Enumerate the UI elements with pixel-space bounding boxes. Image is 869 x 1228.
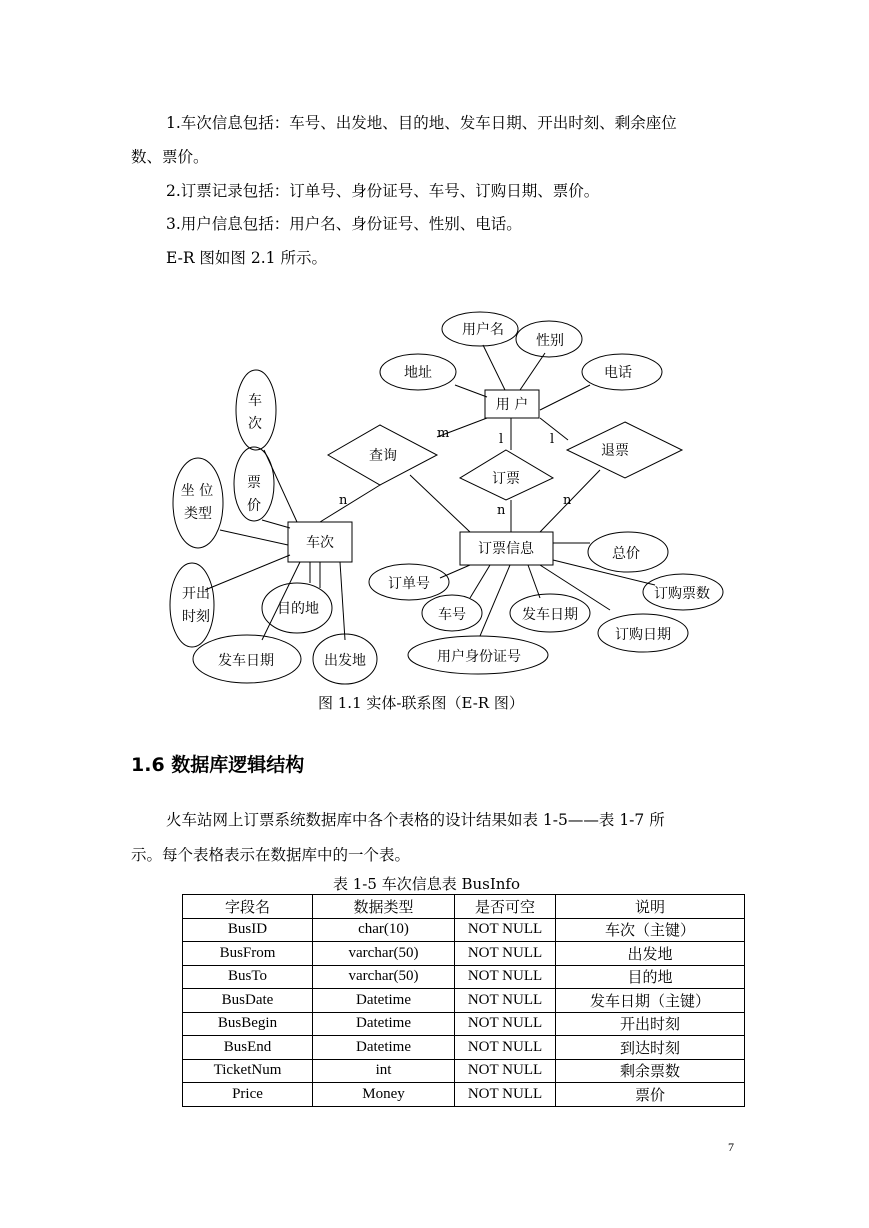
attr-idcard-label: 用户身份证号 [437, 649, 521, 665]
table-row [183, 1083, 745, 1107]
cell: NOT NULL [455, 965, 556, 989]
cell: Datetime [313, 989, 455, 1013]
cell: varchar(50) [313, 942, 455, 966]
cell: int [313, 1059, 455, 1083]
businfo-table [182, 894, 745, 1107]
cell: 到达时刻 [556, 1036, 745, 1060]
intro-line-1-cont: 数、票价。 [131, 148, 209, 166]
cell: NOT NULL [455, 1012, 556, 1036]
card-l2: l [550, 432, 555, 447]
cell: NOT NULL [455, 1036, 556, 1060]
page-number: 7 [728, 1140, 734, 1154]
cell: char(10) [313, 918, 455, 942]
attr-depart-label-2: 时刻 [182, 609, 210, 625]
table-row [183, 1059, 745, 1083]
attr-seat-label-2: 类型 [184, 506, 212, 522]
attr-price-label-1: 票 [247, 475, 261, 491]
cell: 车次（主键） [556, 918, 745, 942]
table-row [183, 942, 745, 966]
attr-from-label: 出发地 [324, 653, 366, 669]
attr-phone-label: 电话 [604, 365, 632, 381]
card-n2: n [497, 503, 506, 518]
cell: 发车日期（主键） [556, 989, 745, 1013]
attr-address-label: 地址 [404, 365, 432, 381]
section-heading: 1.6 数据库逻辑结构 [131, 754, 305, 776]
entity-user-label: 用 户 [495, 397, 529, 413]
intro-line-3: 3.用户信息包括：用户名、身份证号、性别、电话。 [166, 215, 522, 233]
cell: NOT NULL [455, 942, 556, 966]
cell: BusID [183, 918, 313, 942]
cell: BusDate [183, 989, 313, 1013]
attr-trainno-label-2: 次 [248, 416, 262, 432]
cell: BusFrom [183, 942, 313, 966]
body-line-1: 火车站网上订票系统数据库中各个表格的设计结果如表 1-5——表 1-7 所 [166, 811, 665, 829]
table-caption: 表 1-5 车次信息表 BusInfo [333, 875, 521, 893]
cell: NOT NULL [455, 989, 556, 1013]
cell: BusBegin [183, 1012, 313, 1036]
card-n1: n [339, 493, 348, 508]
col-field: 字段名 [183, 895, 313, 919]
table-header-row [183, 895, 745, 919]
attr-orderno-label: 订单号 [388, 576, 430, 592]
attr-total-label: 总价 [612, 546, 640, 562]
attr-gender-label: 性别 [536, 333, 564, 349]
body-line-2: 示。每个表格表示在数据库中的一个表。 [131, 846, 411, 864]
cell: Datetime [313, 1012, 455, 1036]
attr-date-label: 发车日期 [218, 653, 274, 669]
table-row [183, 965, 745, 989]
cell: BusEnd [183, 1036, 313, 1060]
attr-seat [173, 458, 223, 548]
intro-line-1: 1.车次信息包括：车号、出发地、目的地、发车日期、开出时刻、剩余座位 [166, 114, 677, 132]
attr-trainno-label-1: 车 [248, 393, 262, 409]
cell: NOT NULL [455, 918, 556, 942]
table-row [183, 918, 745, 942]
card-m: m [437, 426, 450, 441]
cell: NOT NULL [455, 1083, 556, 1107]
relation-book-label: 订票 [492, 471, 520, 487]
attr-carno-label: 车号 [438, 607, 466, 623]
attr-depart [170, 563, 214, 647]
attr-count-label: 订购票数 [654, 586, 710, 602]
cell: NOT NULL [455, 1059, 556, 1083]
attr-order-date-label: 发车日期 [522, 607, 578, 623]
cell: TicketNum [183, 1059, 313, 1083]
col-type: 数据类型 [313, 895, 455, 919]
cell: 剩余票数 [556, 1059, 745, 1083]
attr-username-label: 用户名 [462, 322, 504, 338]
relation-refund-label: 退票 [601, 443, 629, 459]
cell: varchar(50) [313, 965, 455, 989]
attr-price-label-2: 价 [247, 498, 261, 514]
attr-dest-label: 目的地 [277, 601, 319, 617]
col-desc: 说明 [556, 895, 745, 919]
cell: 票价 [556, 1083, 745, 1107]
intro-line-2: 2.订票记录包括：订单号、身份证号、车号、订购日期、票价。 [166, 182, 600, 200]
cell: BusTo [183, 965, 313, 989]
col-nullable: 是否可空 [455, 895, 556, 919]
cell: Price [183, 1083, 313, 1107]
table-row [183, 1036, 745, 1060]
er-diagram [0, 300, 869, 690]
cell: 出发地 [556, 942, 745, 966]
card-l1: l [499, 432, 504, 447]
cell: Datetime [313, 1036, 455, 1060]
cell: 目的地 [556, 965, 745, 989]
table-row [183, 1012, 745, 1036]
intro-line-4: E-R 图如图 2.1 所示。 [166, 249, 327, 267]
cell: Money [313, 1083, 455, 1107]
relation-query-label: 查询 [369, 448, 397, 464]
attr-seat-label-1: 坐 位 [180, 483, 214, 499]
cell: 开出时刻 [556, 1012, 745, 1036]
table-row [183, 989, 745, 1013]
attr-orderdate-label: 订购日期 [615, 627, 671, 643]
attr-depart-label-1: 开出 [182, 586, 210, 602]
entity-train-label: 车次 [306, 535, 334, 551]
figure-caption: 图 1.1 实体-联系图（E-R 图） [318, 694, 524, 712]
entity-order-label: 订票信息 [478, 541, 534, 557]
attr-trainno [236, 370, 276, 450]
card-n3: n [563, 493, 572, 508]
